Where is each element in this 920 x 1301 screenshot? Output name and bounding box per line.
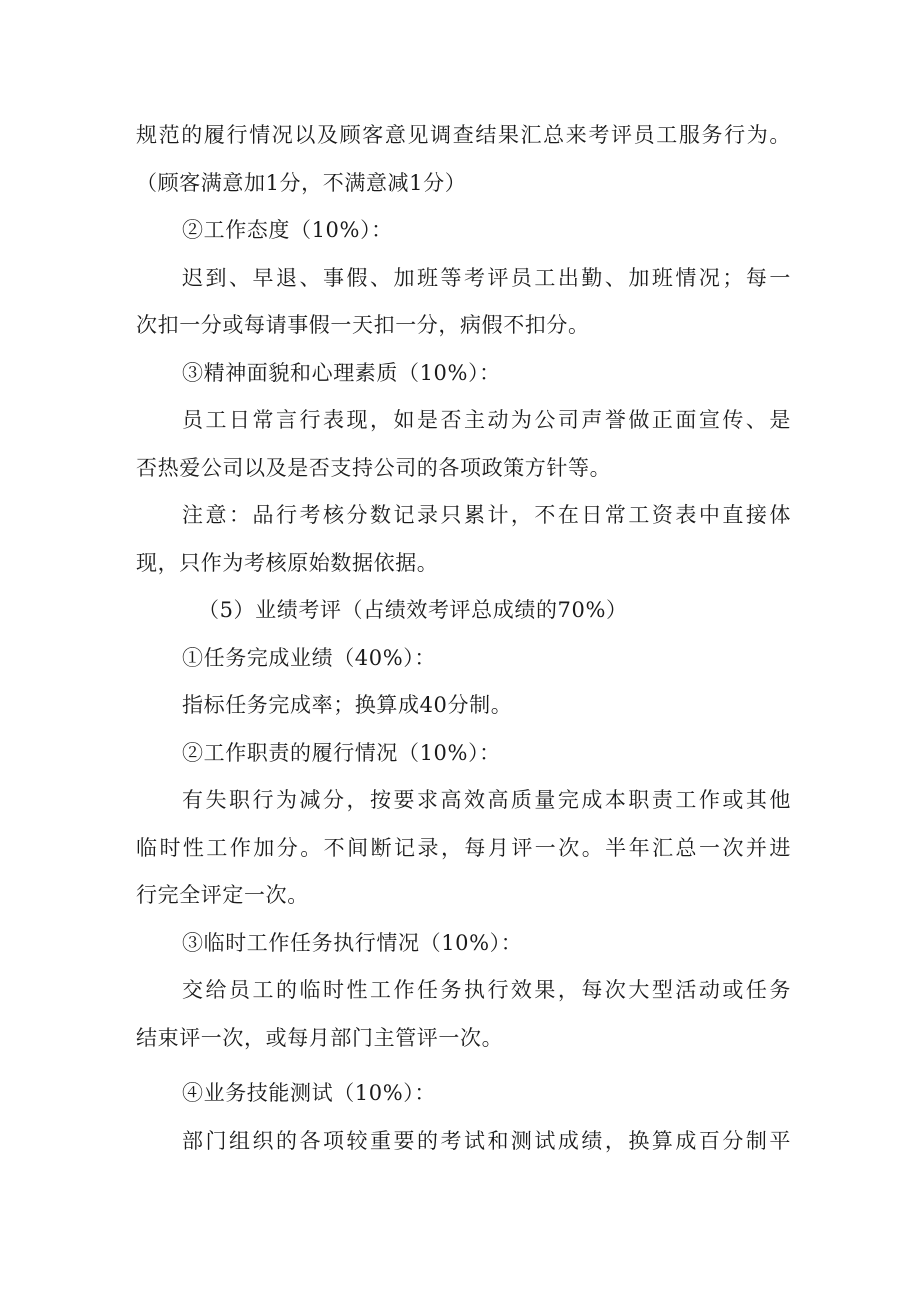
item-heading: ④业务技能测试（10%）： [182,1081,436,1105]
paragraph-line: 规范的履行情况以及顾客意见调查结果汇总来考评员工服务行为。 [136,123,791,147]
paragraph-line: 部门组织的各项较重要的考试和测试成绩，换算成百分制平 [182,1128,791,1153]
item-heading: ①任务完成业绩（40%）： [182,645,436,670]
paragraph-line: 迟到、早退、事假、加班等考评员工出勤、加班情况；每一 [182,265,791,290]
paragraph-line: 员工日常言行表现，如是否主动为公司声誉做正面宣传、是 [182,408,791,432]
document-body [136,112,791,1165]
item-heading: ②工作职责的履行情况（10%）： [182,740,501,765]
paragraph-line: （顾客满意加1分，不满意减1分） [136,170,467,195]
spacer [136,1062,791,1070]
item-heading: ③精神面貌和心理素质（10%）： [182,360,501,385]
paragraph-line: 临时性工作加分。不间断记录，每月评一次。半年汇总一次并进 [136,835,791,860]
paragraph-line: 交给员工的临时性工作任务执行效果，每次大型活动或任务 [182,978,791,1002]
paragraph-line: 结束评一次，或每月部门主管评一次。 [136,1025,504,1050]
note-line: 现，只作为考核原始数据依据。 [136,550,439,575]
paragraph-line: 行完全评定一次。 [136,883,309,907]
section-heading: （5）业绩考评（占绩效考评总成绩的70%） [198,598,628,622]
item-heading: ③临时工作任务执行情况（10%）： [182,930,523,955]
paragraph-line: 指标任务完成率；换算成40分制。 [182,693,513,717]
item-heading: ②工作态度（10%）： [182,218,393,242]
paragraph-line: 次扣一分或每请事假一天扣一分，病假不扣分。 [136,313,590,337]
paragraph-line: 有失职行为减分，按要求高效高质量完成本职责工作或其他 [182,788,791,812]
note-line: 注意：品行考核分数记录只累计，不在日常工资表中直接体 [182,503,791,527]
paragraph-line: 否热爱公司以及是否支持公司的各项政策方针等。 [136,455,612,480]
